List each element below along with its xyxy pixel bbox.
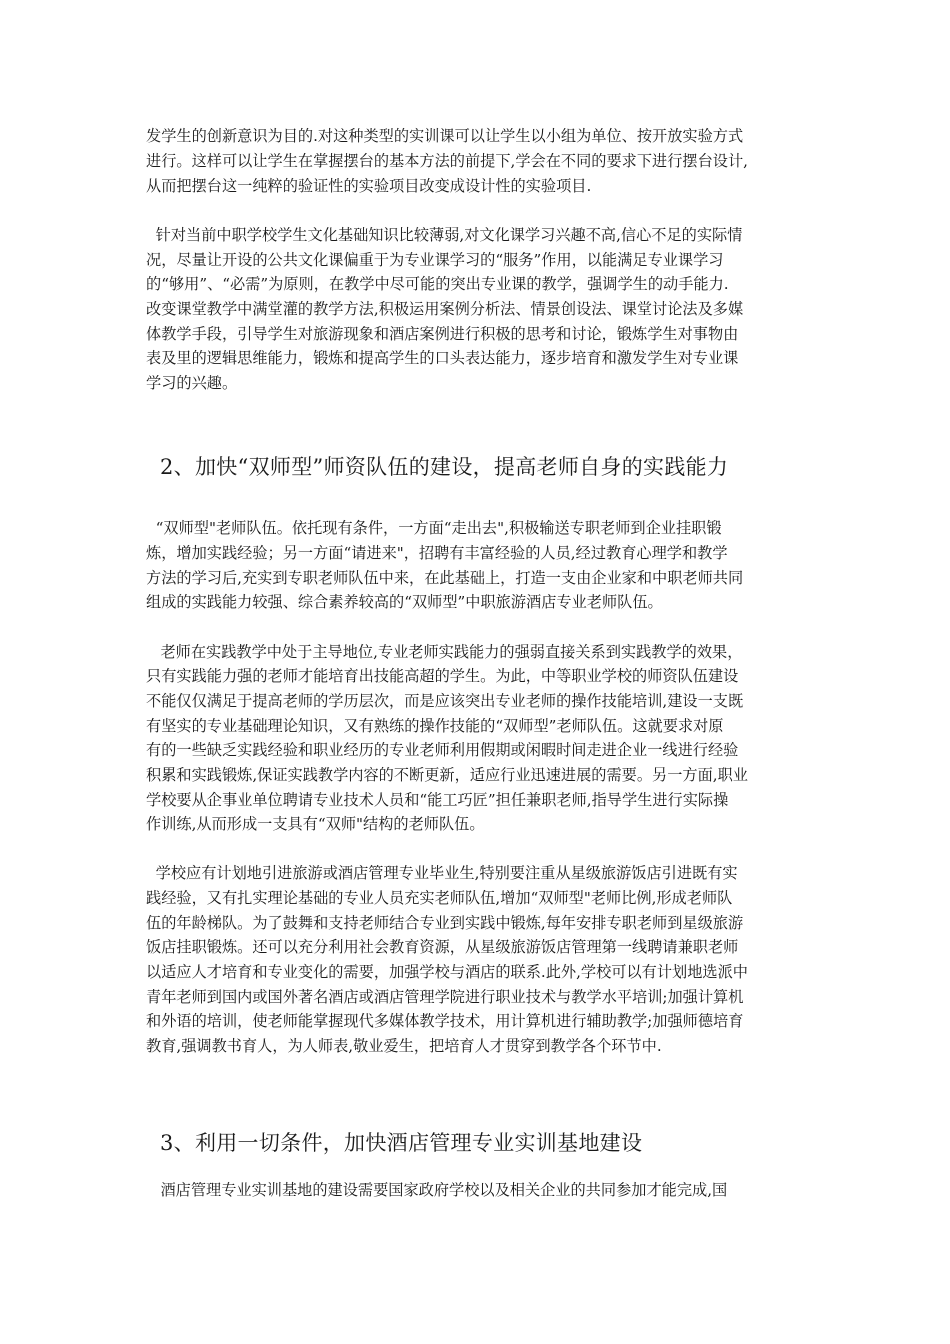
text-line: 表及里的逻辑思维能力，锻炼和提高学生的口头表达能力，逐步培育和激发学生对专业课 <box>146 349 739 367</box>
text-line: 不能仅仅满足于提高老师的学历层次，而是应该突出专业老师的操作技能培训,建设一支既 <box>146 692 744 710</box>
text-line: 发学生的创新意识为目的.对这种类型的实训课可以让学生以小组为单位、按开放实验方式 <box>146 127 744 145</box>
text-line: 方法的学习后,充实到专职老师队伍中来，在此基础上，打造一支由企业家和中职老师共同 <box>146 569 744 587</box>
section-heading-3: 3、利用一切条件，加快酒店管理专业实训基地建设 <box>160 1131 643 1155</box>
text-line: 青年老师到国内或国外著名酒店或酒店管理学院进行职业技术与教学水平培训;加强计算机 <box>146 988 744 1006</box>
text-line: “双师型"老师队伍。依托现有条件，一方面“走出去",积极输送专职老师到企业挂职锻 <box>146 519 722 537</box>
text-line: 体教学手段，引导学生对旅游现象和酒店案例进行积极的思考和讨论，锻炼学生对事物由 <box>146 325 739 343</box>
text-line: 和外语的培训，使老师能掌握现代多媒体教学技术，用计算机进行辅助教学;加强师德培育 <box>146 1012 744 1030</box>
text-line: 改变课堂教学中满堂灌的教学方法,积极运用案例分析法、情景创设法、课堂讨论法及多媒 <box>146 300 744 318</box>
text-line: 积累和实践锻炼,保证实践教学内容的不断更新，适应行业迅速进展的需要。另一方面,职业 <box>146 766 748 784</box>
text-line: 教育,强调教书育人，为人师表,敬业爱生，把培育人才贯穿到教学各个环节中. <box>146 1037 662 1055</box>
text-line: 的“够用”、“必需”为原则，在教学中尽可能的突出专业课的教学，强调学生的动手能力. <box>146 275 729 293</box>
text-line: 组成的实践能力较强、综合素养较高的“双师型”中职旅游酒店专业老师队伍。 <box>146 593 663 611</box>
section-heading-2: 2、加快“双师型”师资队伍的建设，提高老师自身的实践能力 <box>160 455 729 479</box>
text-line: 从而把摆台这一纯粹的验证性的实验项目改变成设计性的实验项目. <box>146 177 592 195</box>
text-line: 有坚实的专业基础理论知识，又有熟练的操作技能的“双师型”老师队伍。这就要求对原 <box>146 717 724 735</box>
text-line: 况，尽量让开设的公共文化课偏重于为专业课学习的“服务”作用，以能满足专业课学习 <box>146 251 724 269</box>
text-line: 伍的年龄梯队。为了鼓舞和支持老师结合专业到实践中锻炼,每年安排专职老师到星级旅游 <box>146 914 744 932</box>
text-line: 只有实践能力强的老师才能培育出技能高超的学生。为此，中等职业学校的师资队伍建设 <box>146 667 739 685</box>
text-line: 老师在实践教学中处于主导地位,专业老师实践能力的强弱直接关系到实践教学的效果， <box>146 643 743 661</box>
text-line: 进行。这样可以让学生在掌握摆台的基本方法的前提下,学会在不同的要求下进行摆台设计, <box>146 152 748 170</box>
text-line: 学习的兴趣。 <box>146 374 238 392</box>
text-line: 针对当前中职学校学生文化基础知识比较薄弱,对文化课学习兴趣不高,信心不足的实际情 <box>146 226 743 244</box>
text-line: 学校应有计划地引进旅游或酒店管理专业毕业生,特别要注重从星级旅游饭店引进既有实 <box>146 864 738 882</box>
text-line: 酒店管理专业实训基地的建设需要国家政府学校以及相关企业的共同参加才能完成,国 <box>146 1181 728 1199</box>
text-line: 践经验，又有扎实理论基础的专业人员充实老师队伍,增加“双师型"老师比例,形成老师队 <box>146 889 733 907</box>
text-line: 有的一些缺乏实践经验和职业经历的专业老师利用假期或闲暇时间走进企业一线进行经验 <box>146 741 739 759</box>
text-line: 作训练,从而形成一支具有“双师"结构的老师队伍。 <box>146 815 485 833</box>
text-line: 以适应人才培育和专业变化的需要，加强学校与酒店的联系.此外,学校可以有计划地选派中 <box>146 963 748 981</box>
text-line: 饭店挂职锻炼。还可以充分利用社会教育资源，从星级旅游饭店管理第一线聘请兼职老师 <box>146 938 739 956</box>
text-line: 炼，增加实践经验；另一方面“请进来"，招聘有丰富经验的人员,经过教育心理学和教学 <box>146 544 728 562</box>
text-line: 学校要从企事业单位聘请专业技术人员和“能工巧匠”担任兼职老师,指导学生进行实际操 <box>146 791 729 809</box>
